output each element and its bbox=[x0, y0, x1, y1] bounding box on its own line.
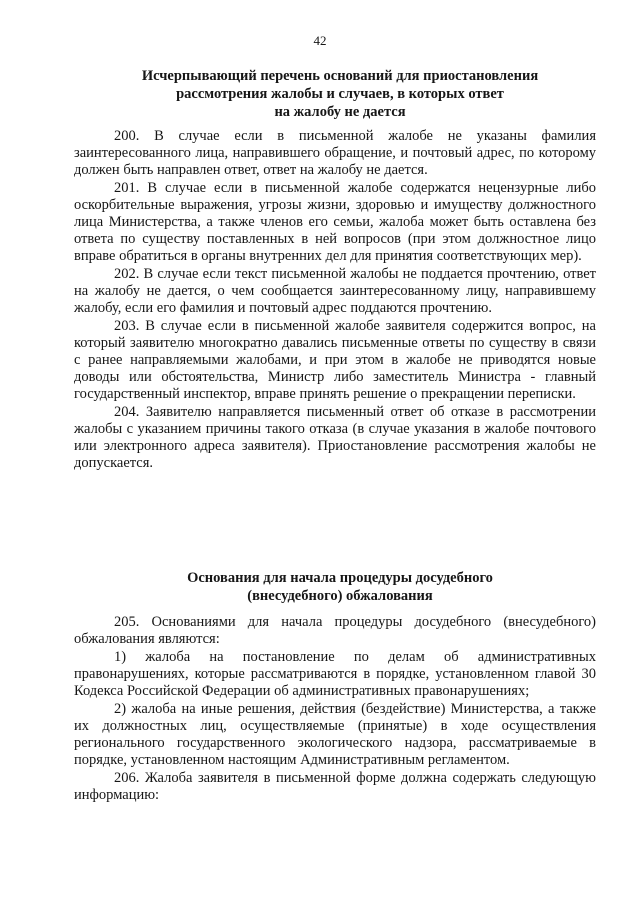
section-heading-appeal-grounds bbox=[80, 569, 600, 605]
heading-line: рассмотрения жалобы и случаев, в которых ответ bbox=[176, 86, 504, 102]
page-number: 42 bbox=[313, 33, 327, 48]
heading-line: Основания для начала процедуры досудебного bbox=[187, 570, 493, 586]
heading-line: Исчерпывающий перечень оснований для приостановления bbox=[141, 68, 539, 84]
paragraph-204: 204. Заявителю направляется письменный ответ об отказе в рассмотрении жалобы с указанием причины такого отказа (в случае указания в жалобе почтового или электронного адреса заявителя). Приостановление рассмотрения жалобы не допускается. bbox=[74, 404, 596, 471]
paragraph-201: 201. В случае если в письменной жалобе содержатся нецензурные либо оскорбительные выражения, угрозы жизни, здоровью и имуществу должностного лица Министерства, а также членов его семьи, жалоба может быть оставлена без ответа по существу поставленных в ней вопросов (при этом должностное лицо вправе обратиться в органы внутренних дел для принятия соответствующих мер). bbox=[74, 180, 596, 264]
heading-line: (внесудебного) обжалования bbox=[247, 588, 433, 604]
section-body-suspension-grounds bbox=[74, 128, 596, 472]
heading-line: на жалобу не дается bbox=[274, 104, 406, 120]
paragraph-200: 200. В случае если в письменной жалобе не указаны фамилия заинтересованного лица, направившего обращение, и почтовый адрес, по которому должен быть направлен ответ, ответ на жалобу не дается. bbox=[74, 128, 596, 178]
paragraph-205-item-1: 1) жалоба на постановление по делам об административных правонарушениях, которые рассматриваются в порядке, установленном главой 30 Кодекса Российской Федерации об административных правонарушениях; bbox=[74, 649, 596, 699]
paragraph-202: 202. В случае если текст письменной жалобы не поддается прочтению, ответ на жалобу не дается, о чем сообщается заинтересованному лицу, направившему жалобу, если его фамилия и почтовый адрес поддаются прочтению. bbox=[74, 266, 596, 316]
paragraph-206: 206. Жалоба заявителя в письменной форме должна содержать следующую информацию: bbox=[74, 770, 596, 803]
section-heading-suspension-grounds bbox=[80, 67, 600, 121]
paragraph-205-item-2: 2) жалоба на иные решения, действия (бездействие) Министерства, а также их должностных лиц, осуществляемые (принятые) в ходе осуществления регионального государственного экологического надзора, рассматриваемые в порядке, установленном настоящим Административным регламентом. bbox=[74, 701, 596, 768]
paragraph-203: 203. В случае если в письменной жалобе заявителя содержится вопрос, на который заявителю многократно давались письменные ответы по существу в связи с ранее направляемыми жалобами, и при этом в жалобе не приводятся новые доводы или обстоятельства, Министр либо заместитель Министра - главный государственный инспектор, вправе принять решение о прекращении переписки. bbox=[74, 318, 596, 402]
section-body-appeal-grounds bbox=[74, 614, 596, 804]
paragraph-205: 205. Основаниями для начала процедуры досудебного (внесудебного) обжалования являются: bbox=[74, 614, 596, 647]
